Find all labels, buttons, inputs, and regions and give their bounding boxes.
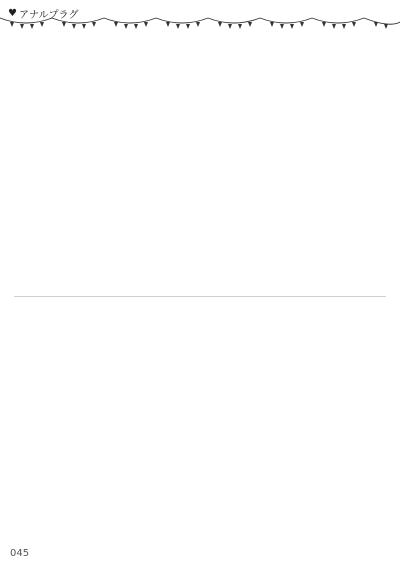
upper-text-column (125, 44, 136, 294)
lower-text-column (70, 300, 81, 540)
upper-text-column (333, 44, 344, 294)
upper-text-column (375, 44, 386, 294)
lower-text-column (167, 300, 178, 540)
upper-text-column (83, 44, 94, 294)
heart-icon: ♥ (8, 7, 17, 19)
upper-text-column (195, 44, 206, 294)
upper-text-column (28, 44, 39, 294)
lower-text-column (264, 300, 275, 540)
upper-text-column (320, 44, 331, 294)
lower-text-column (139, 300, 150, 540)
lower-text-column (14, 300, 25, 540)
upper-text-column (292, 44, 303, 294)
lower-text-column (195, 300, 206, 540)
upper-text-column (70, 44, 81, 294)
upper-text-column (278, 44, 289, 294)
page-number: 045 (10, 548, 30, 559)
upper-text-column (139, 44, 150, 294)
upper-text-column (236, 44, 247, 294)
upper-text-column (14, 44, 25, 294)
lower-text-block (14, 300, 386, 540)
lower-text-column (125, 300, 136, 540)
lower-text-column (320, 300, 331, 540)
lower-text-column (375, 300, 386, 540)
upper-text-column (208, 44, 219, 294)
bunting-garland-decoration (0, 14, 400, 40)
lower-text-column (56, 300, 67, 540)
upper-text-column (42, 44, 53, 294)
upper-text-column (264, 44, 275, 294)
upper-text-column (181, 44, 192, 294)
upper-text-column (347, 44, 358, 294)
lower-text-column (222, 300, 233, 540)
upper-text-column (250, 44, 261, 294)
lower-text-column (333, 300, 344, 540)
lower-text-column (153, 300, 164, 540)
lower-text-column (28, 300, 39, 540)
lower-text-column (236, 300, 247, 540)
section-divider (14, 296, 386, 297)
upper-text-column (167, 44, 178, 294)
lower-text-column (250, 300, 261, 540)
lower-text-column (97, 300, 108, 540)
upper-text-column (222, 44, 233, 294)
page-title-text: アナルプラグ (18, 10, 79, 21)
upper-text-block (14, 44, 386, 294)
lower-text-column (208, 300, 219, 540)
upper-text-column (111, 44, 122, 294)
lower-text-column (306, 300, 317, 540)
upper-text-column (361, 44, 372, 294)
upper-text-column (153, 44, 164, 294)
lower-text-column (83, 300, 94, 540)
lower-text-column (181, 300, 192, 540)
lower-text-column (278, 300, 289, 540)
upper-text-column (56, 44, 67, 294)
lower-text-column (111, 300, 122, 540)
lower-text-column (361, 300, 372, 540)
lower-text-column (292, 300, 303, 540)
upper-text-column (97, 44, 108, 294)
lower-text-column (347, 300, 358, 540)
upper-text-column (306, 44, 317, 294)
lower-text-column (42, 300, 53, 540)
